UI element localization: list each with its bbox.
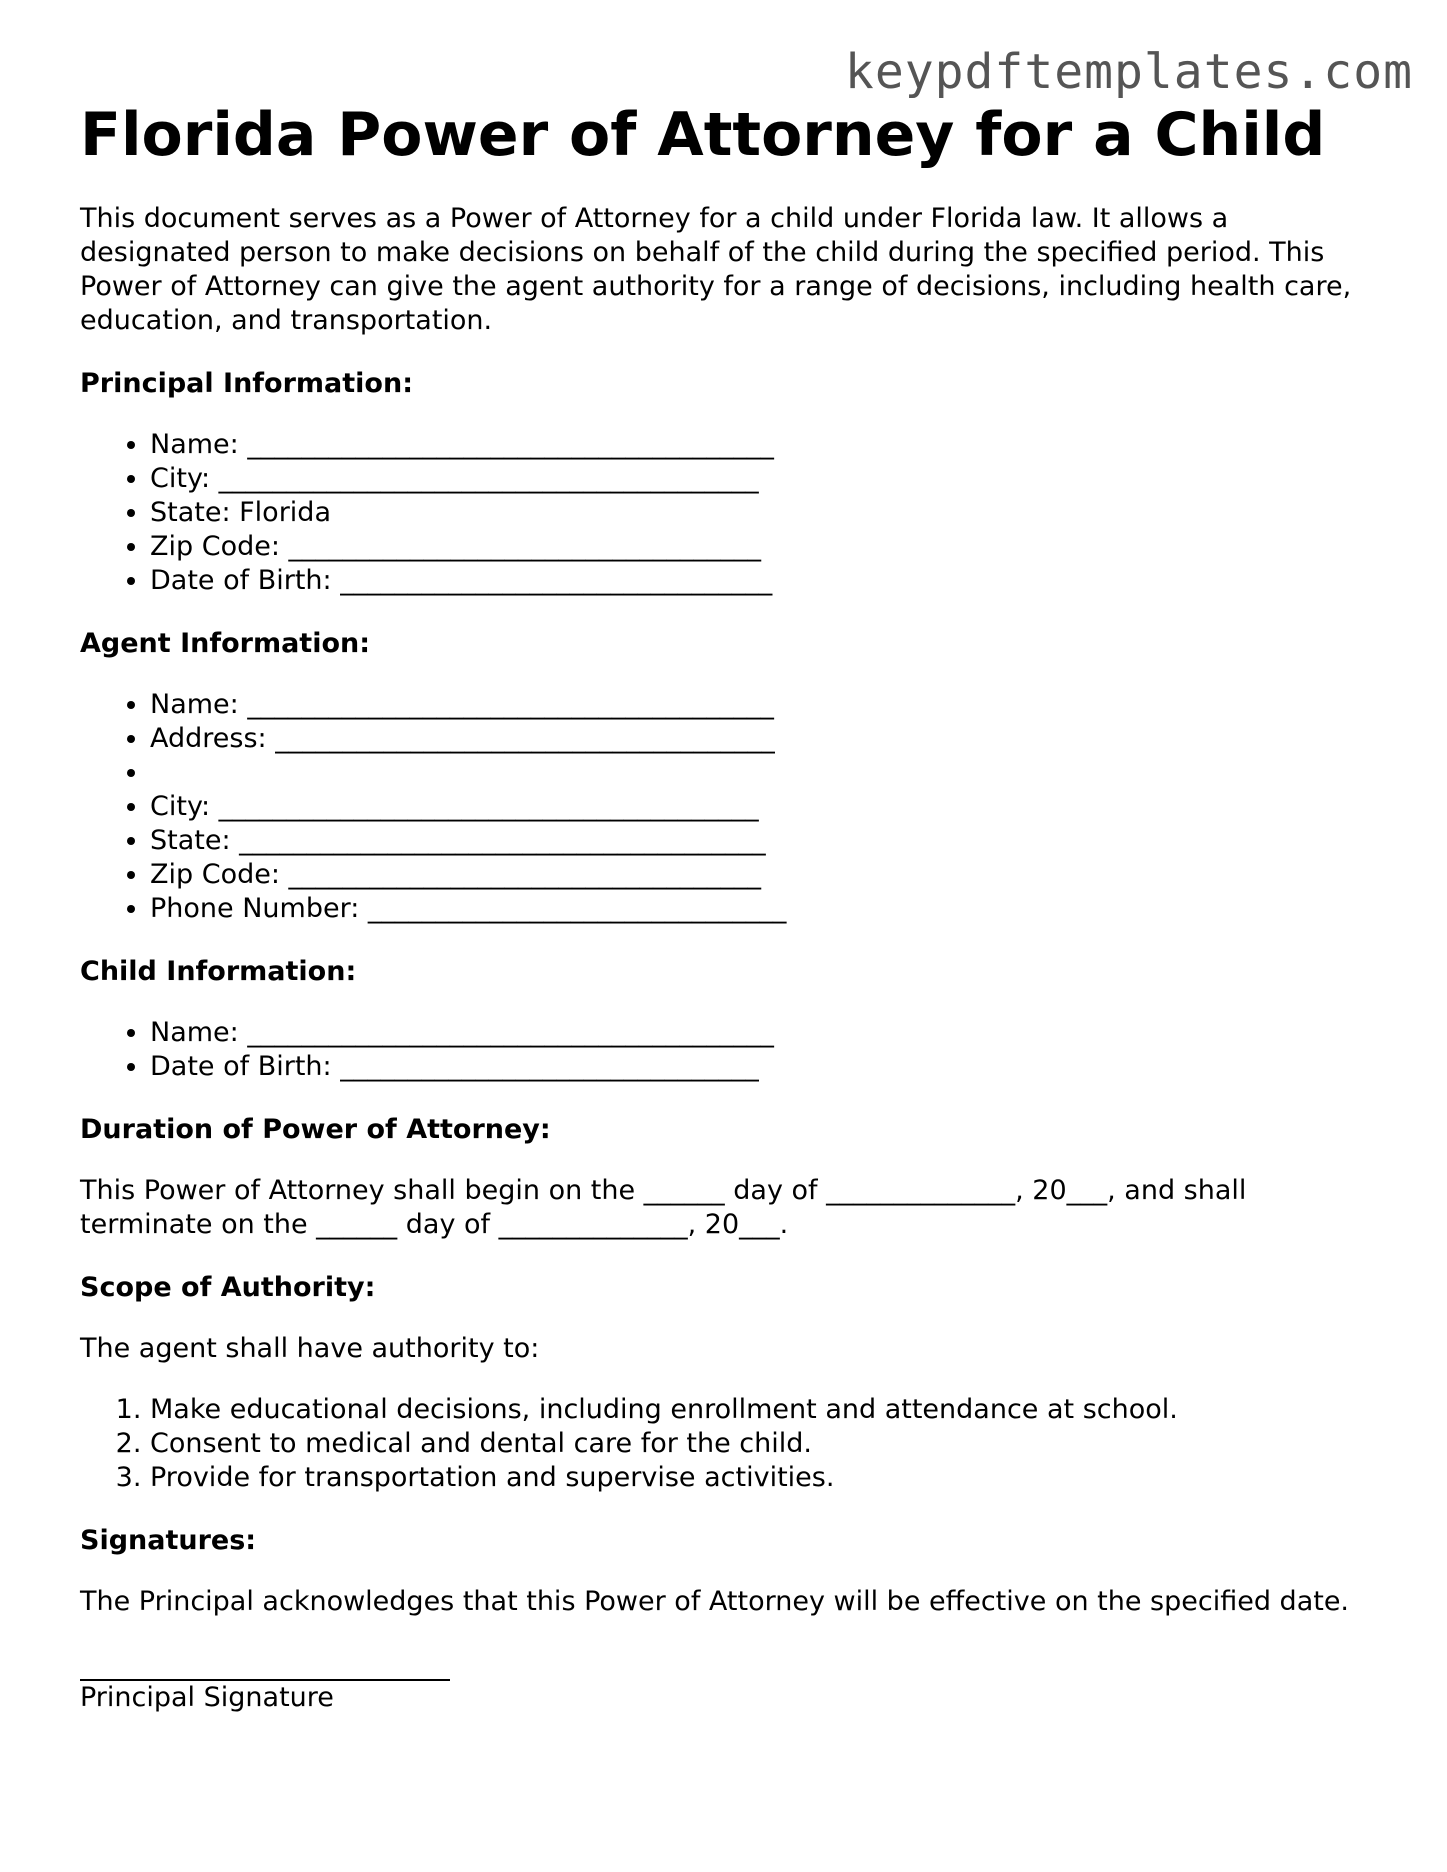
scope-intro: The agent shall have authority to: bbox=[80, 1333, 540, 1364]
agent-phone-field: • Phone Number: _______________________________ bbox=[150, 892, 1380, 926]
scope-heading: Scope of Authority: bbox=[80, 1272, 376, 1303]
child-name-field: • Name: _______________________________________ bbox=[150, 1016, 1380, 1050]
signatures-text: The Principal acknowledges that this Power of Attorney will be effective on the specified date. bbox=[80, 1586, 1350, 1617]
agent-address-field: • Address: _____________________________________ bbox=[150, 722, 1380, 756]
scope-item: 2. Consent to medical and dental care for the child. bbox=[150, 1427, 1380, 1461]
agent-list bbox=[80, 688, 1380, 926]
agent-heading: Agent Information: bbox=[80, 628, 371, 659]
principal-state-field: • State: Florida bbox=[150, 496, 1380, 530]
duration-text: This Power of Attorney shall begin on the ______ day of ______________, 20___, and shall terminate on the ______ day of ______________, 20___. bbox=[80, 1175, 1247, 1240]
agent-zip-field: • Zip Code: ___________________________________ bbox=[150, 858, 1380, 892]
agent-name-field: • Name: _______________________________________ bbox=[150, 688, 1380, 722]
principal-dob-field: • Date of Birth: ________________________________ bbox=[150, 564, 1380, 598]
agent-blank-item bbox=[150, 756, 1380, 790]
scope-list bbox=[80, 1393, 1380, 1495]
scope-item: 3. Provide for transportation and supervise activities. bbox=[150, 1461, 1380, 1495]
child-heading: Child Information: bbox=[80, 956, 357, 987]
principal-signature-label: Principal Signature bbox=[80, 1682, 334, 1713]
watermark: keypdftemplates.com bbox=[844, 44, 1413, 100]
child-dob-field: • Date of Birth: _______________________________ bbox=[150, 1050, 1380, 1084]
agent-state-field: • State: _______________________________________ bbox=[150, 824, 1380, 858]
scope-item: 1. Make educational decisions, including enrollment and attendance at school. bbox=[150, 1393, 1380, 1427]
child-list bbox=[80, 1016, 1380, 1084]
document-title: Florida Power of Attorney for a Child bbox=[80, 100, 1326, 170]
signatures-heading: Signatures: bbox=[80, 1525, 257, 1556]
principal-name-field: • Name: _______________________________________ bbox=[150, 428, 1380, 462]
principal-city-field: • City: ________________________________________ bbox=[150, 462, 1380, 496]
principal-heading: Principal Information: bbox=[80, 368, 414, 399]
principal-zip-field: • Zip Code: ___________________________________ bbox=[150, 530, 1380, 564]
agent-city-field: • City: ________________________________________ bbox=[150, 790, 1380, 824]
intro-paragraph: This document serves as a Power of Attorney for a child under Florida law. It allows a designated person to make decisions on behalf of the child during the specified period. This Power of Attorney can give the agent authority for a range of decisions, including health care, education, and transportation. bbox=[80, 203, 1352, 336]
duration-heading: Duration of Power of Attorney: bbox=[80, 1114, 551, 1145]
document-page bbox=[80, 40, 1380, 1715]
principal-list bbox=[80, 428, 1380, 598]
